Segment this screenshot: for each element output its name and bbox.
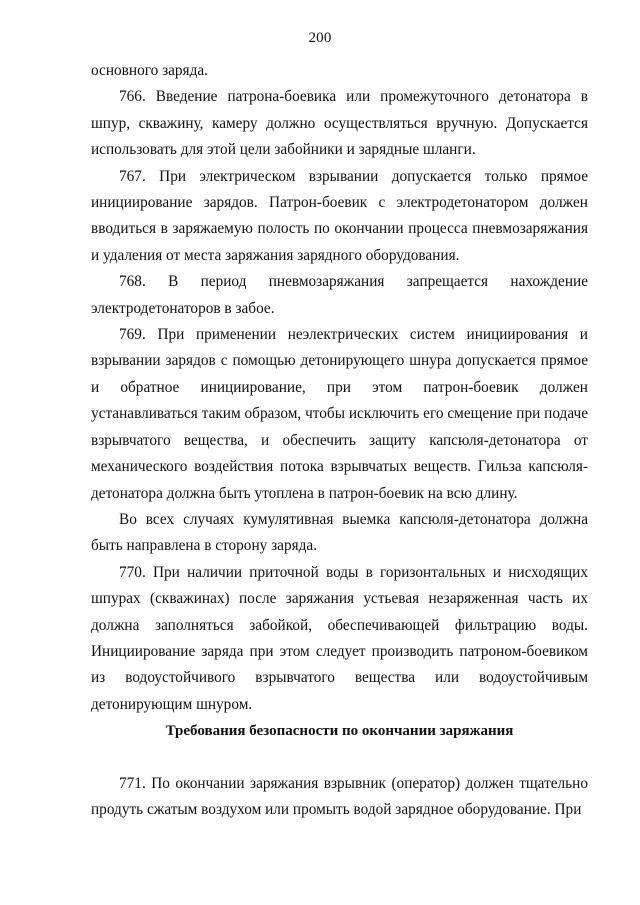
document-body <box>91 58 588 823</box>
paragraph-768: 768. В период пневмозаряжания запрещается нахождение электродетонаторов в забое. <box>91 273 588 317</box>
paragraph-continuation: основного заряда. <box>91 62 208 79</box>
paragraph-770: 770. При наличии приточной воды в горизонтальных и нисходящих шпурах (скважинах) после заряжания устьевая незаряженная часть их должна заполняться забойкой, обеспечивающей фильтрацию воды. Инициирование заряда при этом следует производить патроном-боевиком из водоустойчивого взрывчатого вещества или водоустойчивым детонирующим шнуром. <box>91 563 588 713</box>
paragraph-771: 771. По окончании заряжания взрывник (оператор) должен тщательно продуть сжатым воздухом или промыть водой зарядное оборудование. При <box>91 774 588 818</box>
paragraph-766: 766. Введение патрона-боевика или промежуточного детонатора в шпур, скважину, камеру должно осуществляться вручную. Допускается использовать для этой цели забойники и зарядные шланги. <box>91 88 588 159</box>
paragraph-769: 769. При применении неэлектрических систем инициирования и взрывании зарядов с помощью детонирующего шнура допускается прямое и обратное инициирование, при этом патрон-боевик должен устанавливаться таким образом, чтобы исключить его смещение при подаче взрывчатого вещества, и обеспечить защиту капсюля-детонатора от механического воздействия потока взрывчатых веществ. Гильза капсюля-детонатора должна быть утоплена в патрон-боевик на всю длину. <box>91 326 588 502</box>
section-heading: Требования безопасности по окончании заряжания <box>165 723 514 740</box>
paragraph-767: 767. При электрическом взрывании допускается только прямое инициирование зарядов. Патрон-боевик с электродетонатором должен вводиться в заряжаемую полость по окончании процесса пневмозаряжания и удаления от места заряжания зарядного оборудования. <box>91 167 588 264</box>
paragraph-769-note: Во всех случаях кумулятивная выемка капсюля-детонатора должна быть направлена в сторону заряда. <box>91 510 588 555</box>
page-number: 200 <box>308 30 332 46</box>
